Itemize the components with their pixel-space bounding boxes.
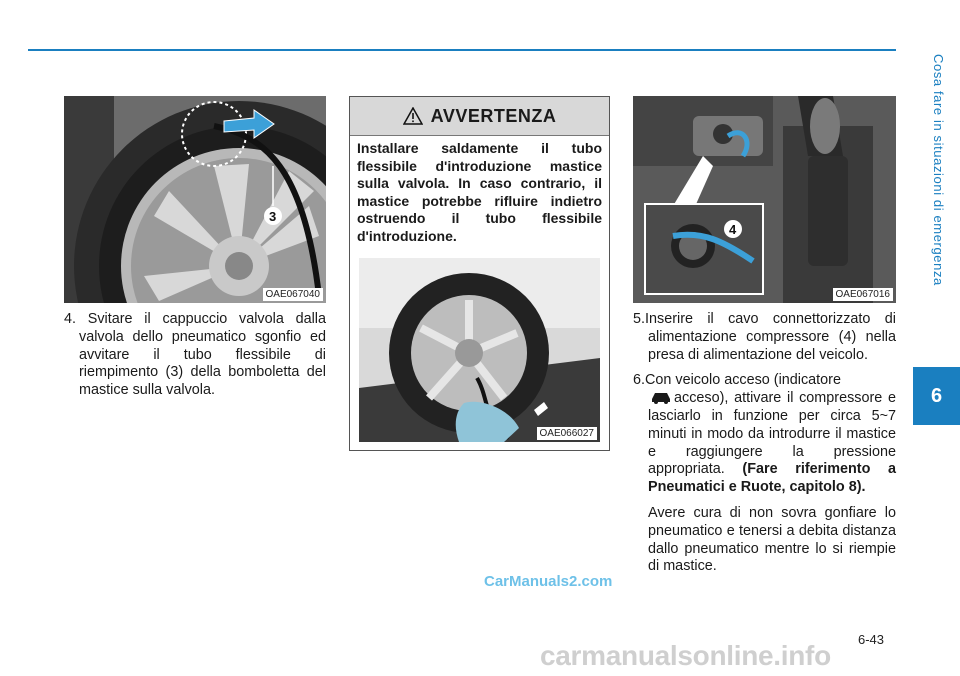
power-outlet-illustration [633,96,896,303]
figure-code: OAE066027 [537,427,598,440]
step-6-post: acceso), attivare il compressore e lasciarlo in funzione per circa 5~7 minuti in modo da introdurre il mastice e raggiungere la pressione appropriata. [648,390,896,478]
warning-title: AVVERTENZA [430,105,557,126]
figure-code: OAE067040 [263,288,324,301]
warning-box [349,96,610,451]
carmanuals-watermark: CarManuals2.com [484,573,613,590]
footer-watermark: carmanualsonline.info [540,640,831,671]
chapter-side-title: Cosa fare in situazioni di emergenza [931,54,946,286]
tire-valve-figure [64,96,326,303]
step-4-text [64,311,326,400]
callout-4: 4 [729,222,737,237]
header-rule [28,49,896,51]
right-column-text [633,311,896,576]
sealant-hose-figure [359,258,600,442]
step-6-pre: 6.Con veicolo acceso (indicatore [633,372,841,389]
power-outlet-figure [633,96,896,303]
figure-code: OAE067016 [833,288,894,301]
step-6-reference: (Fare riferimento a Pneumatici e Ruote, capitolo 8). [648,461,896,496]
chapter-number: 6 [930,384,943,407]
callout-3: 3 [269,209,277,224]
warning-text: Installare saldamente il tubo flessibile d'introduzione mastice sulla valvola. In caso contrario, il mastice potrebbe rifluire indietro ostruendo il tubo flessibile d'introduzione. [357,140,602,244]
overinflate-note: Avere cura di non sovra gonfiare lo pneumatico e tenersi a debita distanza dallo pneumatico mentre lo si riempie di mastice. [648,504,896,575]
step-6-paragraph [633,372,896,497]
engine-on-indicator-icon [650,390,672,404]
chapter-tab [913,367,960,425]
sealant-hose-illustration [359,258,600,442]
page-number: 6-43 [858,632,885,647]
step-5-paragraph: 5.Inserire il cavo connettorizzato di alimentazione compressore (4) nella presa di alimentazione del veicolo. [633,311,896,363]
warning-header [350,97,609,136]
warning-triangle-icon [403,107,423,125]
step-4-paragraph: 4. Svitare il cappuccio valvola dalla valvola dello pneumatico sgonfio ed avvitare il tubo flessibile di riempimento (3) della bomboletta del mastice sulla valvola. [64,311,326,399]
tire-valve-illustration [64,96,326,303]
